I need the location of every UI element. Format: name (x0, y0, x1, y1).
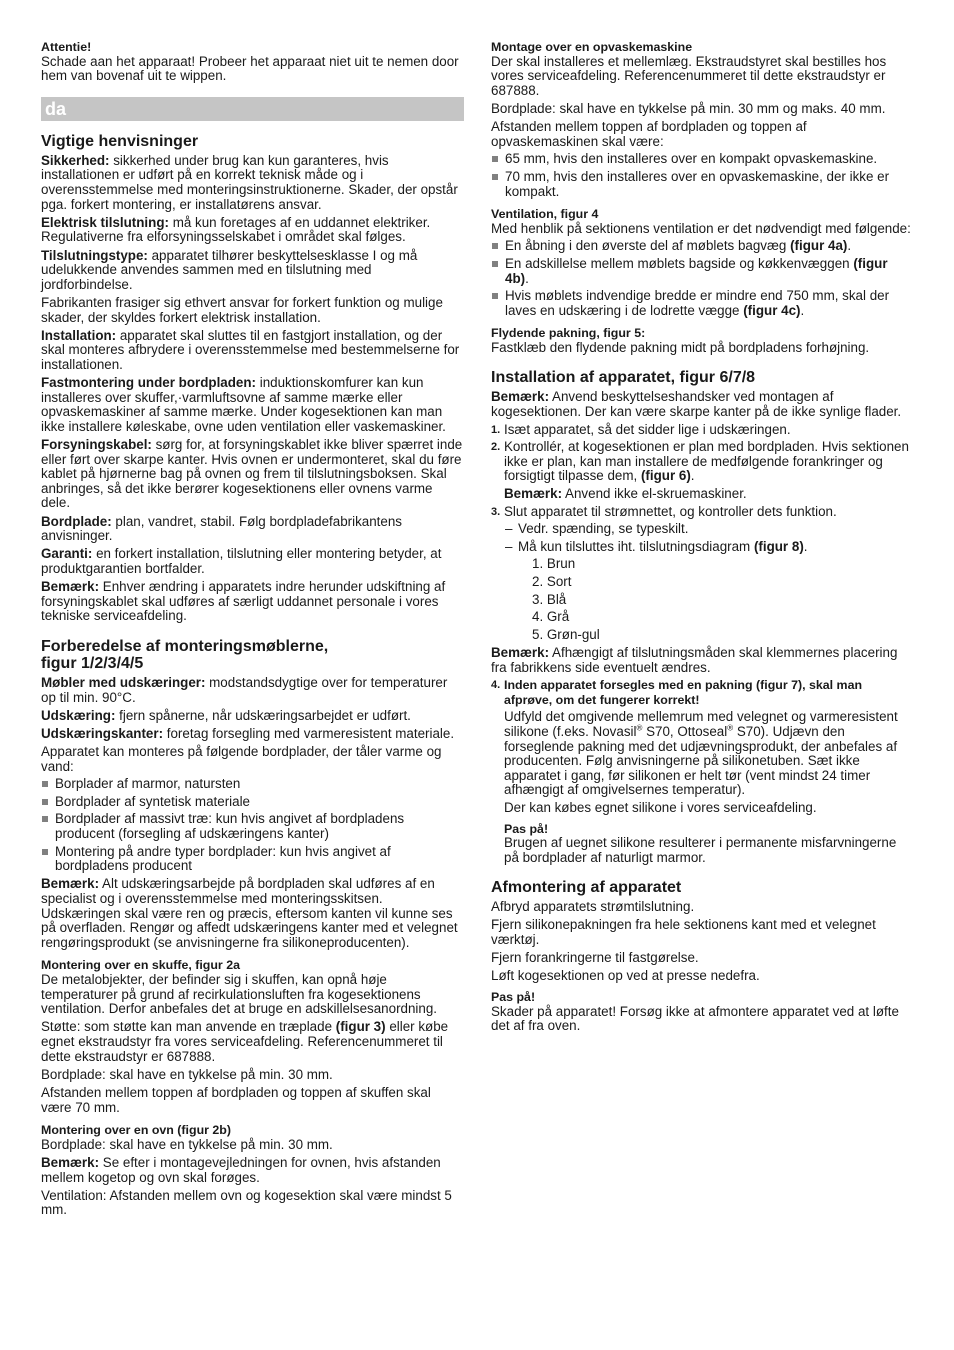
term-text: sørg for, at forsyningskablet ikke bliver spærret inde eller ført over skarpe kanter. Hvis ovnen er undermonteret, skal du føre kablet på hjørnerne bag på ovnen og frem til tilslutningsboksen. Skal anbringes, så det ikke berører kogesektionens eller ovnens varme dele. (41, 437, 463, 511)
note-term: Bemærk: (41, 1154, 100, 1170)
wire-item: 5. Grøn-gul (532, 626, 600, 642)
step-2 (491, 440, 913, 501)
term-paragraph (41, 438, 464, 511)
step-4 (491, 678, 913, 865)
note-text: Anvend beskyttelseshandsker ved montagen af kogesektionen. Der kan være skarpe kanter på de ikke synlige flader. (491, 389, 902, 420)
term: Møbler med udskæringer: (41, 674, 206, 690)
step-text: Kontrollér, at kogesektionen er plan med bordpladen. Hvis sektionen ikke er plan, kan man installere de medfølgende forankringer og forsigtigt tilpasse dem, (504, 439, 909, 484)
wire-item: 1. Brun (532, 556, 576, 572)
term-text: apparatet skal sluttes til en fastgjort installation, og der skal monteres afbrydere i overensstemmelse med bestemmelserne for installationen. (41, 327, 460, 372)
figure-ref: (figur 4a) (790, 238, 848, 254)
term-text: induktionskomfurer kan kun installeres over skuffer,·varmluftsovne af samme mærke eller opvaskemaskiner af samme mærke. Under kogesektionen kan man ikke installere køleskabe, ovne uden ventilation eller vaskemaskiner. (41, 375, 446, 434)
step-text: Slut apparatet til strømnettet, og kontroller dets funktion. (504, 503, 837, 519)
ovn-p1: Bordplade: skal have en tykkelse på min. 30 mm. (41, 1136, 333, 1152)
step-note (504, 487, 913, 502)
note-term: Bemærk: (491, 644, 550, 660)
term: Elektrisk tilslutning: (41, 214, 169, 230)
step-number: 1. (491, 423, 501, 436)
text-part: En adskillelse mellem møblets bagside og køkkenvæggen (505, 255, 854, 271)
term-paragraph (41, 329, 464, 373)
section-heading-vigtige: Vigtige henvisninger (41, 132, 199, 150)
figure-ref: (figur 4c) (743, 302, 801, 318)
term-paragraph (41, 376, 464, 434)
wire-item: 3. Blå (532, 591, 567, 607)
ventilation-intro: Med henblik på sektionens ventilation er det nødvendigt med følgende: (491, 220, 911, 236)
term: Bemærk: (41, 579, 100, 595)
list-item: Bordplader af syntetisk materiale (41, 795, 464, 810)
note-term: Bemærk: (491, 389, 550, 405)
text-part: S70). Udjævn den forseglende pakning med det udjævningsprodukt, der anbefales af producenten. Følg anvisningerne på silikonetuben. Sæt ikke apparatet i gang, før silikonen er helt tør (vent mindst 24 timer afhængigt af omgivelsernes temperatur). (504, 723, 898, 798)
section-heading-afmontering: Afmontering af apparatet (491, 879, 682, 897)
text-part: Må kun tilsluttes iht. tilslutningsdiagram (518, 538, 754, 554)
subheading-ovn: Montering over en ovn (figur 2b) (41, 1123, 231, 1138)
term: Bordplade: (41, 513, 112, 529)
skuffe-p3: Bordplade: skal have en tykkelse på min. 30 mm. (41, 1066, 333, 1082)
section-heading-installation: Installation af apparatet, figur 6/7/8 (491, 369, 756, 387)
bordplade-bullet-list (41, 777, 464, 874)
attention-text: Schade aan het apparaat! Probeer het apparaat niet uit te nemen door hem van bovenaf uit te wippen. (41, 53, 459, 84)
text-part: . (803, 538, 808, 554)
text-part: . (525, 270, 529, 286)
opvask-bullet-list (491, 152, 913, 199)
step-number: 4. (491, 679, 501, 692)
ventilation-bullet-list (491, 239, 913, 318)
install-note-2 (491, 646, 913, 675)
heading-line-2: figur 1/2/3/4/5 (41, 654, 144, 672)
term-paragraph (41, 249, 464, 293)
list-item: 70 mm, hvis den installeres over en opvaskemaskine, der ikke er kompakt. (491, 170, 913, 199)
attention-title: Attentie! (41, 40, 92, 54)
text-part: Udfyld det omgivende mellemrum med velegnet og varmeresistent silikone (f.eks. Novasil (504, 709, 898, 739)
list-item: Borplader af marmor, natursten (41, 777, 464, 792)
term-text: modstandsdygtige over for temperaturer op til min. 90°C. (41, 674, 448, 705)
registered-mark: ® (727, 723, 734, 733)
text-part: En åbning i den øverste del af møblets bagvæg (505, 238, 791, 254)
opvask-p1: Der skal installeres et mellemlæg. Ekstraudstyret skal bestilles hos vores serviceafdeling. Referencenummeret til dette ekstraudstyr er 687888. (491, 53, 887, 98)
warning-title: Pas på! (504, 821, 549, 836)
note-paragraph (41, 877, 464, 950)
term-paragraph (41, 580, 464, 624)
subheading-skuffe: Montering over en skuffe, figur 2a (41, 958, 240, 973)
skuffe-p2 (41, 1020, 464, 1064)
pakning-text: Fastklæb den flydende pakning midt på bordpladens forhøjning. (491, 339, 870, 355)
text-part: S70, Ottoseal (642, 723, 728, 739)
term: Udskæringskanter: (41, 725, 164, 741)
vigtige-paragraphs (41, 154, 464, 624)
afmont-p1: Afbryd apparatets strømtilslutning. (491, 899, 695, 915)
term-paragraph (41, 547, 464, 576)
term: Installation: (41, 327, 117, 343)
dash-item (504, 540, 913, 555)
wire-color-list (504, 557, 913, 642)
figure-ref: (figur 6) (640, 468, 691, 484)
term-text: plan, vandret, stabil. Følg bordpladefabrikantens anvisninger. (41, 513, 402, 544)
note-text: Se efter i montagevejledningen for ovnen, hvis afstanden mellem kogetop og ovn skal forøges. (41, 1154, 441, 1185)
afmont-p2: Fjern silikonepakningen fra hele sektionens kant med et velegnet værktøj. (491, 917, 876, 948)
afmont-p3: Fjern forankringerne til fastgørelse. (491, 950, 699, 966)
warning-title: Pas på! (491, 990, 536, 1005)
note-text: Alt udskæringsarbejde på bordpladen skal udføres af en specialist og i overensstemmelse med monteringsskitsen. Udskæringen skal være ren og præcis, eftersom kanten vil kunne ses på overfladen. Rengør og affedt udskæringens kanter med et velegnet rengøringsprodukt (se anvisningerne fra silikoneproducenten). (41, 876, 458, 950)
note-term: Bemærk: (41, 876, 100, 892)
term: Fastmontering under bordpladen: (41, 375, 256, 391)
afmont-p4: Løft kogesektionen op ved at presse nedefra. (491, 968, 760, 984)
list-item (491, 289, 913, 318)
note-text: Afhængigt af tilslutningsmåden skal klemmernes placering fra fabrikkens side eventuelt ændres. (491, 644, 898, 675)
figure-ref: (figur 4b) (505, 255, 888, 286)
text-part: . (800, 302, 805, 318)
note-text: Anvend ikke el-skruemaskiner. (562, 486, 747, 502)
warning-text: Brugen af uegnet silikone resulterer i permanente misfarvningerne på bordplader af naturligt marmor. (504, 835, 897, 865)
ovn-note (41, 1156, 464, 1185)
term-text: fjern spånerne, når udskæringsarbejdet er udført. (115, 707, 411, 723)
list-item: Bordplader af massivt træ: kun hvis angivet af bordpladens producent (forsegling af udskæringens kanter) (41, 812, 464, 841)
list-item (491, 257, 913, 286)
term-text: sikkerhed under brug kan kun garanteres, hvis installationen er udført på en korrekt teknisk måde og i overensstemmelse med monteringsinstruktionerne. Skader, der opstår pga. forkert montering, er installatørens ansvar. (41, 152, 458, 212)
list-item: 65 mm, hvis den installeres over en kompakt opvaskemaskine. (491, 152, 913, 167)
step-heading: Inden apparatet forsegles med en pakning (figur 7), skal man afprøve, om det fungerer korrekt! (504, 678, 863, 707)
term: Udskæring: (41, 707, 116, 723)
text-part: Hvis møblets indvendige bredde er mindre end 750 mm, skal der laves en udskæring i de lodrette vægge (505, 288, 890, 318)
term-paragraph (41, 515, 464, 544)
note-term: Bemærk: (504, 486, 563, 502)
opvask-p2: Bordplade: skal have en tykkelse på min. 30 mm og maks. 40 mm. (491, 100, 886, 116)
step-1 (491, 423, 913, 438)
term-paragraph (41, 154, 464, 212)
term-paragraph (41, 676, 464, 705)
install-note (491, 390, 913, 419)
forberedelse-paragraphs (41, 676, 464, 774)
language-label: da (45, 98, 67, 119)
step-number: 2. (491, 441, 501, 454)
figure-ref: (figur 3) (335, 1019, 386, 1035)
subheading-opvask: Montage over en opvaskemaskine (491, 40, 693, 54)
term: Sikkerhed: (41, 152, 110, 168)
term-paragraph (41, 296, 464, 325)
section-heading-forberedelse (41, 638, 464, 672)
term-text: Fabrikanten frasiger sig ethvert ansvar for forkert funktion og mulige skader, der skyldes forkert elektrisk installation. (41, 294, 443, 325)
term-text: foretag forsegling med varmeresistent materiale. (163, 725, 455, 741)
heading-line-1: Forberedelse af monteringsmøblerne, (41, 637, 329, 655)
term-text: en forkert installation, tilslutning eller montering betyder, at produktgarantien bortfalder. (41, 546, 442, 576)
wire-item: 2. Sort (532, 574, 572, 589)
figure-ref: (figur 8) (753, 538, 804, 554)
term-text: Enhver ændring i apparatets indre herunder udskiftning af forsyningskablet skal udføres af særligt uddannet personale i vores tekniske serviceafdeling. (41, 579, 446, 624)
term-paragraph (41, 727, 464, 742)
list-item (491, 239, 913, 254)
step-text: Isæt apparatet, så det sidder lige i udskæringen. (504, 421, 791, 437)
term-paragraph (41, 216, 464, 245)
text-part: . (847, 238, 852, 254)
term-paragraph (41, 709, 464, 724)
warning-text: Skader på apparatet! Forsøg ikke at afmontere apparatet ved at løfte det af fra oven. (491, 1003, 899, 1034)
right-column (491, 40, 913, 1034)
step-number: 3. (491, 505, 501, 518)
skuffe-p1: De metalobjekter, der befinder sig i skuffen, kan opnå høje temperaturer på grund af recirkulationsluften fra kogesektionens ventilation. Derfor anbefales det at bruge en adskillelsesanordning. (41, 972, 438, 1017)
text-part: . (690, 468, 695, 484)
term-paragraph (41, 745, 464, 774)
skuffe-p4: Afstanden mellem toppen af bordpladen og toppen af skuffen skal være 70 mm. (41, 1084, 431, 1115)
term: Garanti: (41, 546, 93, 562)
term-text: må kun foretages af en uddannet elektriker. Regulativerne fra elforsyningsselskabet i området skal følges. (41, 214, 431, 245)
language-bar (41, 97, 464, 121)
wire-item: 4. Grå (532, 609, 570, 625)
step-4-p2: Der kan købes egnet silikone i vores serviceafdeling. (504, 799, 817, 815)
step-3 (491, 505, 913, 643)
subheading-pakning: Flydende pakning, figur 5: (491, 326, 646, 341)
installation-steps-cont (491, 678, 913, 865)
step-4-p1 (504, 710, 913, 798)
term: Forsyningskabel: (41, 437, 152, 453)
registered-mark: ® (636, 723, 643, 733)
text-part: eller købe egnet ekstraudstyr fra vores serviceafdeling. Referencenummeret til dette ekstraudstyr er 687888. (41, 1019, 449, 1064)
term-text: apparatet tilhører beskyttelsesklasse I og må udelukkende anvendes sammen med en tilslutning med jordforbindelse. (41, 247, 418, 292)
term: Tilslutningstype: (41, 247, 148, 263)
dash-item: – Vedr. spænding, se typeskilt. (504, 522, 913, 537)
subheading-ventilation: Ventilation, figur 4 (491, 207, 599, 222)
left-column (41, 40, 464, 1218)
opvask-p3: Afstanden mellem toppen af bordpladen og toppen af opvaskemaskinen skal være: (491, 119, 807, 149)
term-text: Apparatet kan monteres på følgende bordplader, der tåler varme og vand: (41, 744, 442, 774)
text-part: Støtte: som støtte kan man anvende en træplade (41, 1019, 336, 1035)
ovn-p3: Ventilation: Afstanden mellem ovn og kogesektion skal være mindst 5 mm. (41, 1187, 452, 1218)
installation-steps (491, 423, 913, 643)
list-item: Montering på andre typer bordplader: kun hvis angivet af bordpladens producent (41, 845, 464, 874)
